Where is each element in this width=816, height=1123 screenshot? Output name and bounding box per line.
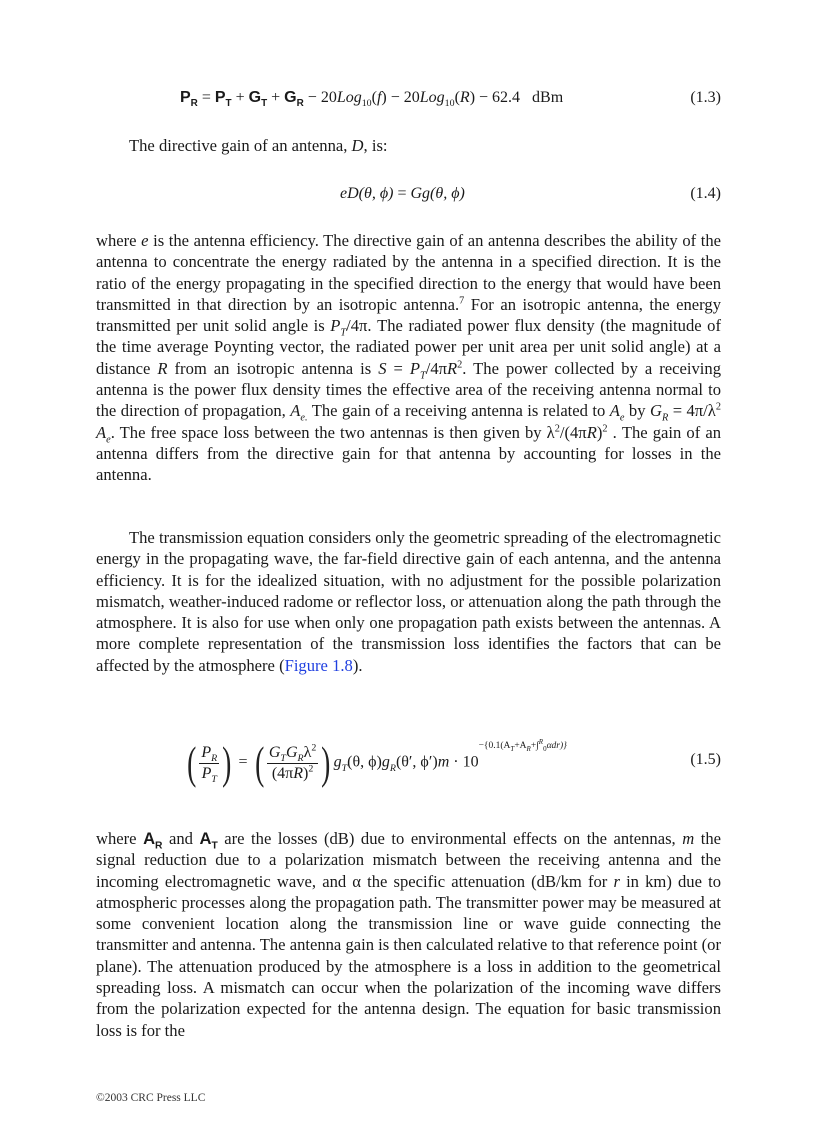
intro-sentence: The directive gain of an antenna, D, is: — [129, 136, 388, 155]
equation-1-4-body: eD(θ, ϕ) = Gg(θ, ϕ) — [340, 185, 465, 202]
equation-number: (1.4) — [690, 185, 721, 202]
paragraph-directive-gain: where e is the antenna efficiency. The directive gain of an antenna describes the ability of the antenna to concentrate the energy radiated by the antenna in a specified direction. It is the ratio of the energy propagating in the specified direction to the energy that would have been transmitted in that direction by an isotropic antenna.$^7$ For an isotropic antenna, the energy transmitted per unit solid angle is $P_T/4\pi$. The radiated power flux density (the magnitude of the time average Poynting vector, the radiated power per unit area per unit solid angle) at a distance R from an isotropic antenna is $S = P_T/4\pi R^2$. The power collected by a receiving antenna is the power flux density times the effective area of the receiving antenna normal to the direction of propagation, $A_{e.}$ The gain of a receiving antenna is related to $A_e$ by $G_R = 4\pi/\lambda^2$ $A_e$. The free space loss between the two antennas is then given by $\lambda^2/(4\pi R)^2$ . The gain of an antenna differs from the directive gain for that antenna by accounting for losses in the antenna. — [96, 231, 721, 485]
copyright-footer: ©2003 CRC Press LLC — [96, 1092, 206, 1104]
equation-number: (1.5) — [690, 751, 721, 768]
paragraph-transmission-equation: The transmission equation considers only the geometric spreading of the electromagnetic energy in the propagating wave, the far-field directive gain of each antenna, and the antenna efficiency. It is for the idealized situation, with no adjustment for the possible polarization mismatch, weather-induced radome or reflector loss, or attenuation along the path through the atmosphere. It is also for use when only one propagation path exists between the antennas. A more complete representation of the transmission loss identifies the factors that can be affected by the atmosphere (Figure 1.8). — [96, 528, 721, 675]
equation-1-3-body: $P_R = P_T + G_T + G_R - 20Log_{10}(f) - 20Log_{10}(R) - 62.4$ dBm — [180, 89, 564, 110]
paragraph-loss-factors: where $A_R$ and $A_T$ are the losses (dB) due to environmental effects on the antennas, m the signal reduction due to a polarization mismatch between the receiving antenna and the incoming electromagnetic wave, and α the specific attenuation (dB/km for r in km) due to atmospheric processes along the propagation path. The transmitter power may be measured at some convenient location along the transmission line or wave guide connecting the transmitter and antenna. The antenna gain is then calculated relative to that reference point (or plane). The attenuation produced by the atmosphere is a loss in addition to the geometrical spreading loss. A mismatch can occur when the polarization of the incoming wave differs from the polarization expected for the antenna design. The equation for basic transmission loss is for the — [96, 829, 722, 1040]
figure-1-8-link[interactable]: Figure 1.8 — [284, 655, 353, 675]
equation-number: (1.3) — [690, 89, 721, 106]
exponent: −{0.1(AT+AR+∫R0αdr)} — [478, 738, 567, 754]
gain-fraction: $\frac{G_TG_R\lambda^2}{(4\pi R)^2}$ — [268, 742, 317, 782]
power-ratio-fraction: $\frac{P_R}{P_T}$ — [201, 743, 218, 785]
equation-1-5-body: ( $\frac{P_R}{P_T}$ ) = ( $\frac{G_TG_R\lambda^2}{(4\pi R)^2}$ ) $g_T(\theta$, $\phi)g_R(\theta'$, $\phi')m \cdot 10^{-\{0.1(A_T+A_R+\int^R_0\alpha dr)\}}$ — [187, 737, 567, 788]
